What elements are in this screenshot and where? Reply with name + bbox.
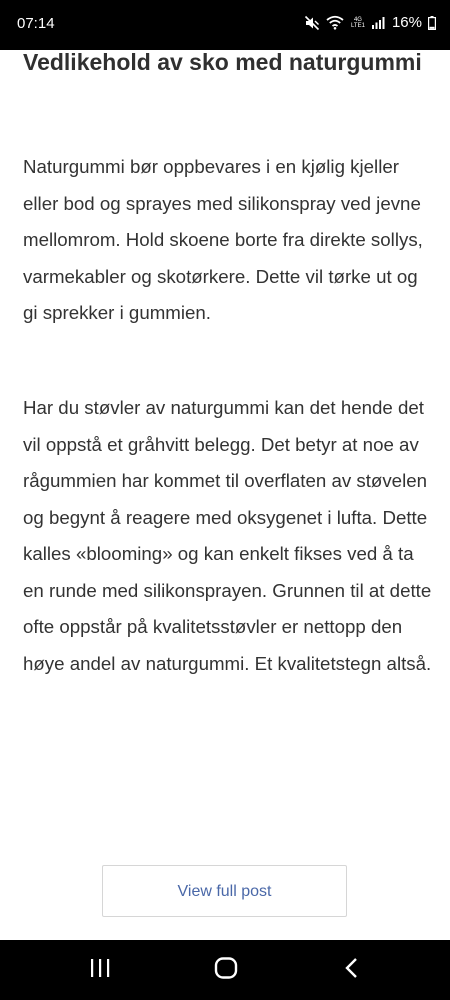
status-icons xyxy=(304,14,436,31)
navigation-bar xyxy=(0,940,450,1000)
status-time: 07:14 xyxy=(17,15,55,32)
back-button[interactable] xyxy=(312,940,392,1000)
battery-percent: 16% xyxy=(391,14,422,31)
home-icon xyxy=(214,957,238,984)
wifi-icon xyxy=(326,15,344,30)
article-title: Vedlikehold av sko med naturgummi xyxy=(23,50,422,75)
back-icon xyxy=(342,957,362,984)
battery-icon xyxy=(428,16,436,30)
article-paragraph: Naturgummi bør oppbevares i en kjølig kjeller eller bod og sprayes med silikonspray ved jevne mellomrom. Hold skoene borte fra direkte sollys, varmekabler og skotørkere. Dette vil tørke ut og gi sprekker i gummien. xyxy=(23,156,423,323)
view-full-post-button[interactable]: View full post xyxy=(102,865,347,917)
recents-button[interactable] xyxy=(60,940,140,1000)
mute-icon xyxy=(304,15,320,31)
network-type-label: 4G LTE1 xyxy=(351,16,365,29)
home-button[interactable] xyxy=(186,940,266,1000)
recents-icon xyxy=(88,958,112,983)
signal-icon xyxy=(372,16,386,29)
article-paragraph: Har du støvler av naturgummi kan det hende det vil oppstå et gråhvitt belegg. Det betyr at noe av rågummien har kommet til overflaten av støvelen og begynt å reagere med oksygenet i lufta. Dette kalles «blooming» og kan enkelt fikses ved å ta en runde med silikonsprayen. Grunnen til at dette ofte oppstår på kvalitetsstøvler er nettopp den høye andel av naturgummi. Et kvalitetstegn altså. xyxy=(23,397,432,674)
status-bar xyxy=(0,0,450,50)
article-content xyxy=(0,50,450,940)
